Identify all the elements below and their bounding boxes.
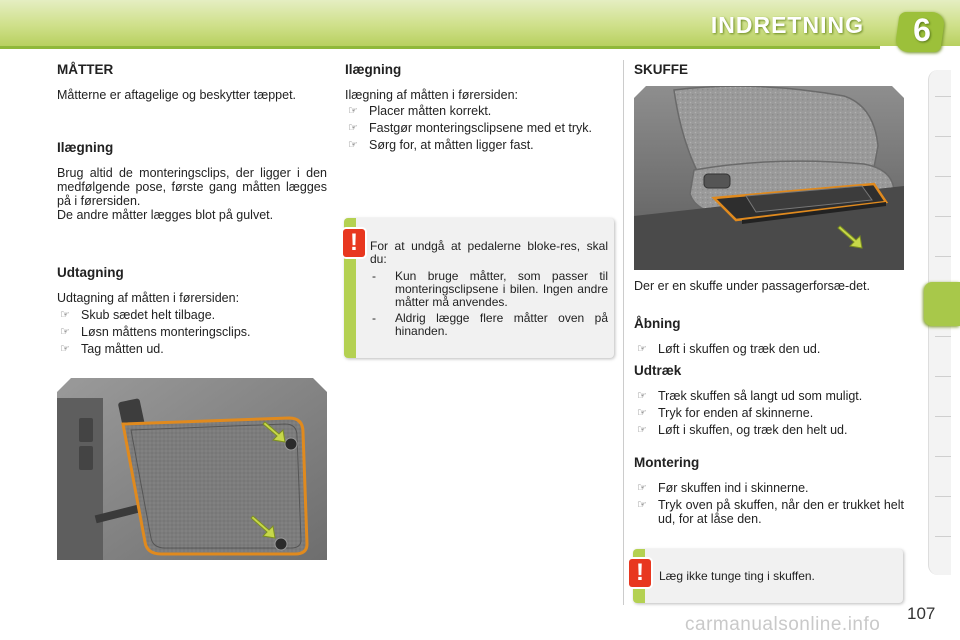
- pointing-hand-icon: ☞: [60, 309, 70, 321]
- mats-intro: Måtterne er aftagelige og beskytter tæppet.: [57, 88, 297, 102]
- pull-steps: [634, 389, 904, 440]
- list-item: [634, 498, 904, 526]
- tab-divider: [935, 96, 951, 97]
- section-title-drawer: SKUFFE: [634, 62, 688, 77]
- chapter-number: 6: [913, 12, 931, 48]
- pointing-hand-icon: ☞: [637, 343, 647, 355]
- list-item: [345, 138, 615, 152]
- tab-divider: [935, 456, 951, 457]
- tab-divider: [935, 256, 951, 257]
- install-paragraph-1: Brug altid de monteringsclips, der ligger i den medfølgende pose, første gang måtten lægges på i førersiden.: [57, 166, 327, 208]
- watermark: carmanualsonline.info: [685, 614, 881, 635]
- chapter-title: INDRETNING: [710, 12, 864, 38]
- active-chapter-tab[interactable]: [924, 282, 960, 326]
- install-steps: [345, 104, 615, 155]
- list-item: [345, 121, 615, 135]
- list-item-text: Løft i skuffen, og træk den helt ud.: [658, 423, 848, 437]
- floor-mat-illustration: [57, 378, 327, 560]
- pointing-hand-icon: ☞: [60, 343, 70, 355]
- section-title-install-mid: Ilægning: [345, 62, 402, 77]
- pedal-warning-box: [344, 218, 614, 358]
- tab-divider: [935, 336, 951, 337]
- page-number: 107: [907, 604, 936, 623]
- list-item-text: Sørg for, at måtten ligger fast.: [369, 138, 534, 152]
- list-item: [345, 104, 615, 118]
- tab-divider: [935, 216, 951, 217]
- tab-divider: [935, 416, 951, 417]
- list-item-text: Placer måtten korrekt.: [369, 104, 492, 118]
- section-title-install-left: Ilægning: [57, 140, 114, 155]
- warning-icon: !: [343, 229, 365, 257]
- list-item: [634, 406, 904, 420]
- seat-drawer-illustration: [634, 86, 904, 270]
- pointing-hand-icon: ☞: [637, 499, 647, 511]
- pointing-hand-icon: ☞: [348, 105, 358, 117]
- pedal-warning-text: [370, 240, 608, 341]
- pointing-hand-icon: ☞: [60, 326, 70, 338]
- list-item: [57, 342, 327, 356]
- list-item-text: Løsn måttens monteringsclips.: [81, 325, 251, 339]
- tab-divider: [935, 376, 951, 377]
- list-item: [634, 481, 904, 495]
- list-item-text: Aldrig lægge flere måtter oven på hinanden.: [395, 311, 608, 338]
- list-item: [57, 308, 327, 322]
- dash-marker: -: [372, 311, 376, 325]
- list-item-text: Kun bruge måtter, som passer til monteringsclipsene i bilen. Ingen andre måtter må anvendes.: [395, 269, 608, 309]
- list-item-text: Skub sædet helt tilbage.: [81, 308, 216, 322]
- list-item-text: Løft i skuffen og træk den ud.: [658, 342, 821, 356]
- page-header: [0, 0, 960, 55]
- tab-divider: [935, 136, 951, 137]
- list-item-text: Tryk oven på skuffen, når den er trukket helt ud, for at låse den.: [658, 498, 904, 526]
- drawer-intro: Der er en skuffe under passagerforsæ-det.: [634, 279, 871, 293]
- list-item-text: Træk skuffen så langt ud som muligt.: [658, 389, 863, 403]
- tab-divider: [935, 536, 951, 537]
- tab-divider: [935, 176, 951, 177]
- pointing-hand-icon: ☞: [348, 122, 358, 134]
- remove-intro: Udtagning af måtten i førersiden:: [57, 291, 240, 305]
- section-title-open: Åbning: [634, 316, 681, 331]
- list-item: [634, 342, 904, 356]
- warning-intro: For at undgå at pedalerne bloke-res, skal du:: [370, 239, 608, 266]
- section-title-remove: Udtagning: [57, 265, 124, 280]
- list-item: [370, 312, 608, 338]
- warning-list: [370, 270, 608, 338]
- list-item-text: Tag måtten ud.: [81, 342, 164, 356]
- list-item: [634, 389, 904, 403]
- header-line: [0, 46, 880, 49]
- section-title-pull: Udtræk: [634, 363, 682, 378]
- tab-divider: [935, 496, 951, 497]
- mount-steps: [634, 481, 904, 529]
- column-divider: [623, 60, 624, 605]
- list-item-text: Før skuffen ind i skinnerne.: [658, 481, 809, 495]
- list-item: [370, 270, 608, 309]
- pointing-hand-icon: ☞: [637, 424, 647, 436]
- pointing-hand-icon: ☞: [637, 482, 647, 494]
- list-item: [57, 325, 327, 339]
- dash-marker: -: [372, 269, 376, 283]
- drawer-warning-box: [633, 549, 903, 603]
- install-intro: Ilægning af måtten i førersiden:: [345, 88, 518, 102]
- list-item-text: Tryk for enden af skinnerne.: [658, 406, 814, 420]
- list-item: [634, 423, 904, 437]
- pointing-hand-icon: ☞: [637, 407, 647, 419]
- install-paragraph-2: De andre måtter lægges blot på gulvet.: [57, 208, 274, 222]
- section-title-mount: Montering: [634, 455, 700, 470]
- warning-icon: !: [629, 559, 651, 587]
- pointing-hand-icon: ☞: [637, 390, 647, 402]
- remove-steps: [57, 308, 327, 359]
- section-title-mats: MÅTTER: [57, 62, 114, 77]
- list-item-text: Fastgør monteringsclipsene med et tryk.: [369, 121, 592, 135]
- open-steps: [634, 342, 904, 359]
- pointing-hand-icon: ☞: [348, 139, 358, 151]
- drawer-warning-text: Læg ikke tunge ting i skuffen.: [659, 569, 815, 583]
